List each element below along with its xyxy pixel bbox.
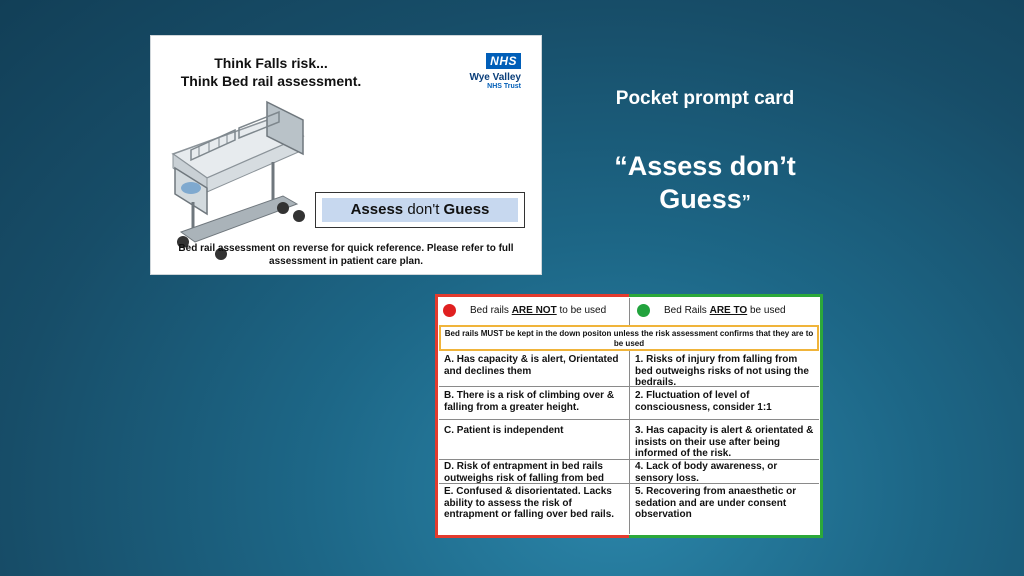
slogan-line1: “Assess don’t [614,151,796,181]
column-divider [629,351,630,534]
dont-word: don't [407,201,440,218]
criteria-left-a: A. Has capacity & is alert, Orientated and declines them [444,354,619,377]
criteria-left-b: B. There is a risk of climbing over & falling from a greater height. [444,390,615,413]
criteria-right-1: 1. Risks of injury from falling from bed outweighs risks of not using the bedrails. [635,354,809,388]
slogan [560,150,850,219]
front-title-line1: Think Falls risk... [214,55,328,71]
header-left-text [470,305,606,316]
criteria-left-c: C. Patient is independent [444,425,564,436]
front-card [150,35,542,275]
slogan-close-quote: ” [741,192,751,212]
criteria-right-3: 3. Has capacity is alert & orientated & insists on their use after being informed of the risk. [635,425,814,459]
assess-dont-guess-label [322,198,518,222]
red-dot-icon [443,304,456,317]
assess-word: Assess [350,201,404,218]
green-dot-icon [637,304,650,317]
header-divider [629,298,630,325]
header-right-pre: Bed Rails [664,304,707,316]
criteria-right-4: 4. Lack of body awareness, or sensory loss. [635,461,778,484]
front-title-line2: Think Bed rail assessment. [180,73,362,89]
nhs-logo [451,52,521,90]
row-divider [439,419,819,420]
warning-box: Bed rails MUST be kept in the down positon unless the risk assessment confirms that they are to be used [439,325,819,351]
header-right-emph: ARE TO [709,304,748,316]
trust-name: Wye Valley [469,72,521,83]
header-left-post: to be used [559,304,607,316]
hospital-bed-image [163,92,313,262]
header-right-text [664,305,786,316]
criteria-left-d: D. Risk of entrapment in bed rails outweighs risk of falling from bed [444,461,605,484]
front-card-title [171,54,371,90]
criteria-left-e: E. Confused & disorientated. Lacks ability to assess the risk of entrapment or falling over bed rails. [444,486,615,520]
header-left-pre: Bed rails [470,304,509,316]
front-card-footer: Bed rail assessment on reverse for quick reference. Please refer to full assessment in patient care plan. [178,243,514,267]
slogan-line2-wrap [560,183,850,219]
assess-dont-guess-box [315,192,525,228]
slogan-line2: Guess [659,184,742,214]
guess-word: Guess [443,201,490,218]
header-not-to-be-used [443,298,628,322]
nhs-badge: NHS [486,53,521,69]
header-left-emph: ARE NOT [511,304,557,316]
header-to-be-used [637,298,817,322]
back-card [435,294,823,538]
pocket-prompt-card-title: Pocket prompt card [615,88,795,109]
trust-subtitle: NHS Trust [487,83,521,90]
criteria-right-2: 2. Fluctuation of level of consciousness, consider 1:1 [635,390,772,413]
criteria-right-5: 5. Recovering from anaesthetic or sedation and are under consent observation [635,486,797,520]
header-right-post: be used [749,304,786,316]
